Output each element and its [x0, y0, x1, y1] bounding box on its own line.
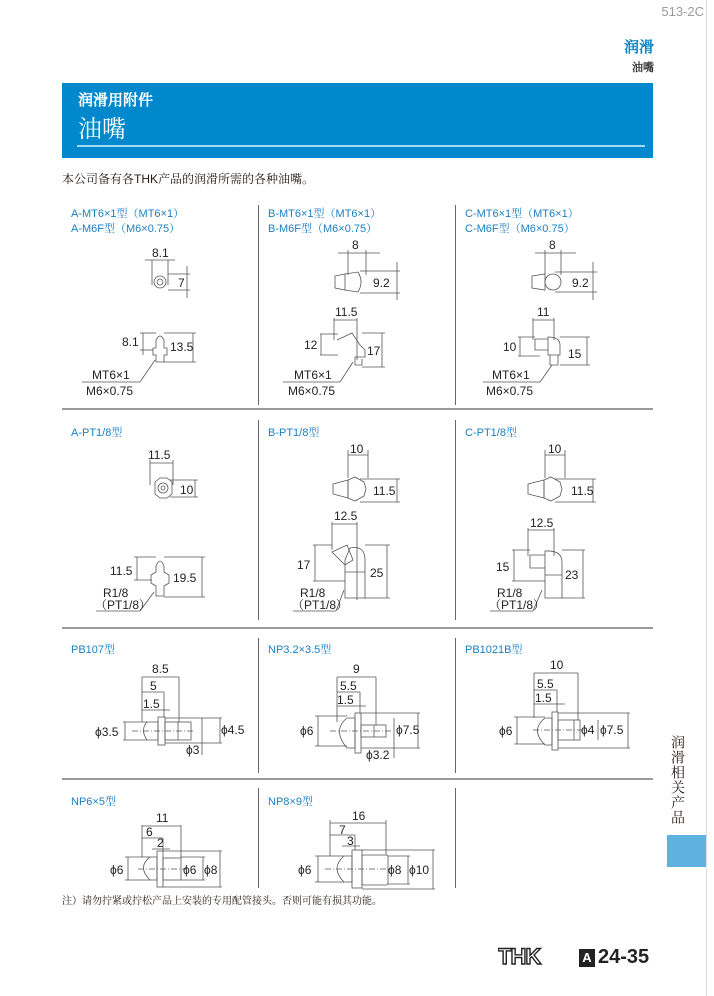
dim-label: 11 — [537, 305, 550, 319]
dim-label: 9.2 — [572, 276, 589, 290]
nipple-top-view — [154, 276, 166, 288]
nipple-top-view — [532, 274, 545, 290]
pin-body — [538, 718, 553, 745]
thread-label: R1/8 — [103, 586, 129, 600]
item-caption: B-MT6×1型（MT6×1） B-M6F型（M6×0.75） — [268, 208, 382, 235]
dim-label: 5 — [150, 679, 157, 693]
thread-label: （PT1/8） — [95, 598, 152, 612]
dim-label: 25 — [370, 566, 384, 580]
section-subtitle: 油嘴 — [632, 62, 654, 74]
thread-label: R1/8 — [497, 586, 523, 600]
thk-logo — [498, 946, 564, 968]
dim-label: 17 — [297, 558, 311, 572]
dim-label: ϕ4 — [581, 723, 595, 737]
dim-label: 11.5 — [571, 484, 594, 498]
thread-label: MT6×1 — [92, 368, 130, 382]
side-index-tab[interactable] — [667, 835, 706, 867]
dim-label: ϕ8 — [388, 863, 402, 877]
dim-label: ϕ6 — [300, 724, 314, 738]
dim-label: ϕ8 — [204, 863, 218, 877]
dim-label: 8 — [549, 238, 556, 252]
dim-label: 2 — [157, 836, 164, 850]
dim-label: ϕ6 — [499, 724, 513, 738]
drawing-pb107 — [95, 662, 245, 757]
dim-label: 19.5 — [173, 571, 197, 585]
drawing-np6x5 — [110, 811, 222, 887]
dim-label: 5.5 — [340, 679, 357, 693]
side-index-label: 润滑相关产品 — [670, 735, 686, 825]
dim-label: 8.1 — [152, 246, 169, 260]
dim-label: 8.5 — [152, 662, 169, 676]
dim-label: 11 — [156, 811, 169, 825]
page-prefix-badge: A — [579, 949, 595, 967]
drawing-c-mt6 — [483, 238, 597, 398]
dim-label: 9.2 — [373, 276, 390, 290]
svg-text:THK: THK — [498, 946, 541, 968]
dim-label: 10 — [503, 340, 517, 354]
dim-label: ϕ6 — [298, 863, 312, 877]
dim-label: ϕ3.5 — [95, 725, 119, 739]
section-title: 润滑 — [623, 39, 654, 56]
thread-label: MT6×1 — [492, 368, 530, 382]
item-caption: PB1021B型 — [465, 644, 523, 656]
drawing-b-pt18 — [292, 442, 400, 612]
item-caption: A-PT1/8型 — [71, 427, 123, 439]
nipple-top-view — [155, 478, 172, 498]
dim-label: 7 — [339, 823, 346, 837]
drawing-c-pt18 — [489, 442, 596, 612]
dim-label: 11.5 — [373, 484, 396, 498]
dim-label: 1.5 — [535, 691, 552, 705]
intro-text: 本公司备有各THK产品的润滑所需的各种油嘴。 — [62, 172, 315, 186]
thread-label: M6×0.75 — [486, 384, 534, 398]
dim-label: 10 — [550, 658, 564, 672]
dim-label: ϕ6 — [183, 863, 197, 877]
dim-label: ϕ7.5 — [600, 723, 624, 737]
nipple-side-view — [332, 545, 365, 598]
dim-label: 1.5 — [337, 693, 354, 707]
dim-label: 10 — [180, 483, 194, 497]
drawing-np32 — [300, 662, 420, 762]
dim-label: 11.5 — [335, 305, 358, 319]
dim-label: ϕ3.2 — [366, 748, 390, 762]
dim-label: 3 — [347, 834, 354, 848]
document-code: 513-2C — [661, 4, 704, 19]
dim-label: ϕ7.5 — [396, 723, 420, 737]
dim-label: 15 — [496, 560, 510, 574]
nipple-top-view — [528, 480, 544, 498]
dim-label: 12.5 — [530, 516, 554, 530]
page-number-text: 24-35 — [598, 946, 650, 968]
dim-label: 23 — [565, 568, 579, 582]
dim-label: 11.5 — [148, 448, 171, 462]
pin-body — [144, 857, 158, 880]
dim-label: 15 — [568, 347, 582, 361]
dim-label: 9 — [353, 662, 360, 676]
page-number — [579, 946, 649, 969]
dim-label: 6 — [146, 825, 153, 839]
drawing-a-pt18 — [95, 448, 205, 612]
nipple-side-view — [151, 561, 169, 596]
dim-label: 8.1 — [122, 335, 139, 349]
dim-label: 13.5 — [170, 340, 194, 354]
nipple-side-view — [535, 337, 560, 365]
item-caption: B-PT1/8型 — [268, 427, 320, 439]
item-caption: NP8×9型 — [268, 796, 313, 808]
thread-label: R1/8 — [300, 586, 326, 600]
drawing-np8x9 — [298, 809, 435, 889]
dim-label: 5.5 — [537, 677, 554, 691]
drawing-pb1021b — [499, 658, 630, 750]
page-title: 油嘴 — [78, 116, 126, 143]
dim-label: ϕ4.5 — [221, 723, 245, 737]
nipple-top-view-inner — [157, 279, 163, 285]
dim-label: 11.5 — [110, 564, 133, 578]
nipple-top-view — [333, 480, 348, 498]
nipple-side-view — [530, 551, 562, 598]
dim-label: ϕ10 — [409, 863, 430, 877]
drawing-a-mt6 — [82, 246, 196, 398]
dim-label: 16 — [352, 809, 366, 823]
dim-label: ϕ6 — [110, 863, 124, 877]
item-caption: PB107型 — [71, 644, 116, 656]
thread-label: （PT1/8） — [489, 598, 546, 612]
dim-label: 10 — [350, 442, 364, 456]
item-caption: C-MT6×1型（MT6×1） C-M6F型（M6×0.75） — [465, 208, 579, 235]
banner-category: 润滑用附件 — [78, 92, 154, 109]
thread-label: M6×0.75 — [288, 384, 336, 398]
dim-label: 8 — [352, 238, 359, 252]
pin-body — [340, 718, 356, 748]
dim-label: 7 — [178, 276, 185, 290]
dim-label: 10 — [548, 442, 562, 456]
item-caption: A-MT6×1型（MT6×1） A-M6F型（M6×0.75） — [71, 208, 185, 235]
footnote: 注）请勿拧紧或拧松产品上安装的专用配管接头。否则可能有损其功能。 — [62, 896, 382, 907]
thread-label: MT6×1 — [294, 368, 332, 382]
dim-label: 12.5 — [334, 509, 358, 523]
dim-label: ϕ3 — [186, 743, 200, 757]
item-caption: C-PT1/8型 — [465, 427, 517, 439]
nipple-side-view — [153, 336, 167, 362]
dim-label: 12 — [304, 338, 318, 352]
thread-label: （PT1/8） — [292, 598, 349, 612]
item-caption: NP3.2×3.5型 — [268, 644, 332, 656]
item-caption: NP6×5型 — [71, 796, 116, 808]
dim-label: 1.5 — [143, 697, 160, 711]
dim-label: 17 — [367, 344, 381, 358]
nipple-side-view — [337, 333, 365, 365]
thread-label: M6×0.75 — [86, 384, 134, 398]
drawing-b-mt6 — [283, 238, 400, 398]
